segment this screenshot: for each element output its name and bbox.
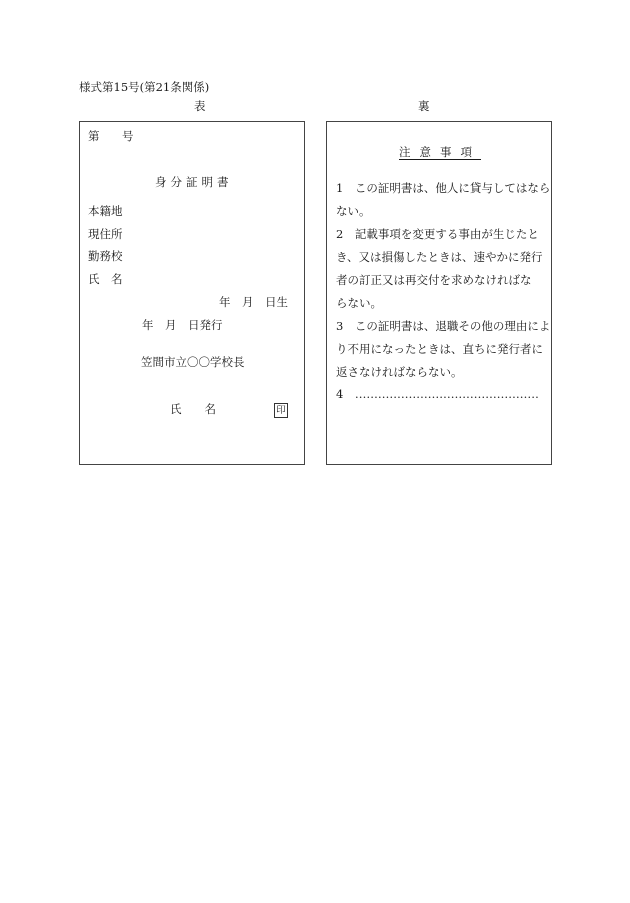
note-line: 者の訂正又は再交付を求めなければな [336, 273, 532, 287]
field-domicile: 本籍地 [88, 204, 123, 218]
field-school: 勤務校 [88, 249, 123, 263]
field-name: 氏 名 [88, 272, 123, 286]
form-number-label: 様式第15号(第21条関係) [79, 80, 210, 94]
field-address: 現住所 [88, 227, 123, 241]
notes-title: 注意事項 [399, 145, 481, 159]
document-title: 身分証明書 [155, 175, 233, 189]
card-number-suffix: 号 [122, 129, 134, 143]
note-line: 返さなければならない。 [336, 365, 463, 379]
note-line: 3 この証明書は、退職その他の理由によ [336, 319, 551, 333]
note-line: 2 記載事項を変更する事由が生じたと [336, 227, 539, 241]
note-line: らない。 [336, 296, 382, 310]
back-side-label: 裏 [418, 99, 430, 113]
issuer-title: 笠間市立〇〇学校長 [141, 355, 245, 369]
birth-date: 年 月 日生 [219, 295, 288, 309]
signer-name-label: 氏 名 [170, 402, 216, 416]
id-card-front [79, 121, 305, 465]
note-line: ない。 [336, 204, 371, 218]
issue-date: 年 月 日発行 [142, 318, 223, 332]
note-line: き、又は損傷したときは、速やかに発行 [336, 250, 543, 264]
note-line: り不用になったときは、直ちに発行者に [336, 342, 543, 356]
front-side-label: 表 [194, 99, 206, 113]
id-card-back [326, 121, 552, 465]
seal-stamp: 印 [274, 403, 288, 418]
note-line: 1 この証明書は、他人に貸与してはなら [336, 181, 551, 195]
card-number-prefix: 第 [88, 129, 100, 143]
note-line: 4 ………………………………………… [336, 387, 539, 401]
